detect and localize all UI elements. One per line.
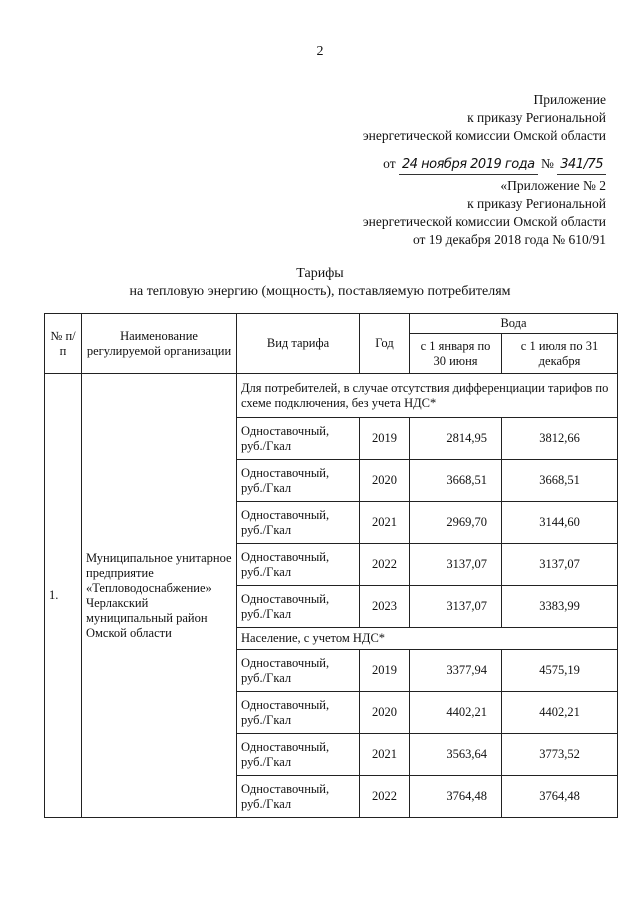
year-cell: 2022 — [360, 544, 410, 586]
tariff-type-cell: Одноставочный, руб./Гкал — [237, 502, 360, 544]
row-number: 1. — [45, 374, 82, 818]
value-period-2-cell: 3383,99 — [502, 586, 618, 628]
value-period-1-cell: 3563,64 — [410, 734, 502, 776]
value-period-2-cell: 3668,51 — [502, 460, 618, 502]
year-cell: 2022 — [360, 776, 410, 818]
document-title — [0, 265, 640, 301]
tariff-type-cell: Одноставочный, руб./Гкал — [237, 544, 360, 586]
tariff-type-cell: Одноставочный, руб./Гкал — [237, 460, 360, 502]
tariff-type-cell: Одноставочный, руб./Гкал — [237, 692, 360, 734]
value-period-2-cell: 3812,66 — [502, 418, 618, 460]
year-cell: 2019 — [360, 418, 410, 460]
section-title: Население, с учетом НДС* — [237, 628, 618, 650]
year-cell: 2021 — [360, 502, 410, 544]
header-water: Вода — [410, 314, 618, 334]
tariff-table — [44, 313, 618, 818]
appendix-commission: энергетической комиссии Омской области — [362, 128, 606, 143]
handwritten-number: 341/75 — [557, 156, 606, 175]
appendix-header — [363, 91, 606, 175]
organization-name: Муниципальное унитарное предприятие «Тепловодоснабжение» Черлакский муниципальный район Омской области — [82, 374, 237, 818]
tariff-type-cell: Одноставочный, руб./Гкал — [237, 650, 360, 692]
title-main: Тарифы — [296, 266, 344, 281]
header-period-2: с 1 июля по 31 декабря — [502, 334, 618, 374]
value-period-1-cell: 3764,48 — [410, 776, 502, 818]
appendix-date-line — [363, 155, 606, 175]
value-period-2-cell: 4575,19 — [502, 650, 618, 692]
header-year: Год — [360, 314, 410, 374]
appendix-2-order-ref: к приказу Региональной — [467, 196, 606, 211]
value-period-1-cell: 3668,51 — [410, 460, 502, 502]
value-period-1-cell: 3137,07 — [410, 586, 502, 628]
year-cell: 2023 — [360, 586, 410, 628]
value-period-2-cell: 3144,60 — [502, 502, 618, 544]
date-from-label: от — [383, 156, 396, 171]
tariff-type-cell: Одноставочный, руб./Гкал — [237, 734, 360, 776]
page-number: 2 — [316, 44, 324, 59]
appendix-order-ref: к приказу Региональной — [467, 110, 606, 125]
appendix-2-header — [363, 177, 606, 249]
value-period-2-cell: 4402,21 — [502, 692, 618, 734]
appendix-title: Приложение — [533, 92, 606, 107]
header-num: № п/п — [45, 314, 82, 374]
year-cell: 2019 — [360, 650, 410, 692]
section-row — [45, 374, 618, 418]
tariff-type-cell: Одноставочный, руб./Гкал — [237, 776, 360, 818]
tariff-table-body — [45, 374, 618, 818]
section-title: Для потребителей, в случае отсутствия дифференциации тарифов по схеме подключения, без учета НДС* — [237, 374, 618, 418]
value-period-1-cell: 3377,94 — [410, 650, 502, 692]
header-tariff-type: Вид тарифа — [237, 314, 360, 374]
appendix-2-title: «Приложение № 2 — [500, 178, 606, 193]
year-cell: 2020 — [360, 460, 410, 502]
value-period-2-cell: 3137,07 — [502, 544, 618, 586]
tariff-type-cell: Одноставочный, руб./Гкал — [237, 418, 360, 460]
value-period-2-cell: 3773,52 — [502, 734, 618, 776]
value-period-1-cell: 2969,70 — [410, 502, 502, 544]
year-cell: 2021 — [360, 734, 410, 776]
header-organization: Наименование регулируемой организации — [82, 314, 237, 374]
header-period-1: с 1 января по 30 июня — [410, 334, 502, 374]
value-period-1-cell: 2814,95 — [410, 418, 502, 460]
appendix-2-commission: энергетической комиссии Омской области — [362, 214, 606, 229]
tariff-type-cell: Одноставочный, руб./Гкал — [237, 586, 360, 628]
year-cell: 2020 — [360, 692, 410, 734]
handwritten-date: 24 ноября 2019 года — [399, 156, 538, 175]
value-period-1-cell: 4402,21 — [410, 692, 502, 734]
title-sub: на тепловую энергию (мощность), поставляемую потребителям — [129, 284, 511, 299]
value-period-1-cell: 3137,07 — [410, 544, 502, 586]
number-label: № — [540, 156, 554, 171]
value-period-2-cell: 3764,48 — [502, 776, 618, 818]
appendix-2-date: от 19 декабря 2018 года № 610/91 — [412, 232, 606, 247]
